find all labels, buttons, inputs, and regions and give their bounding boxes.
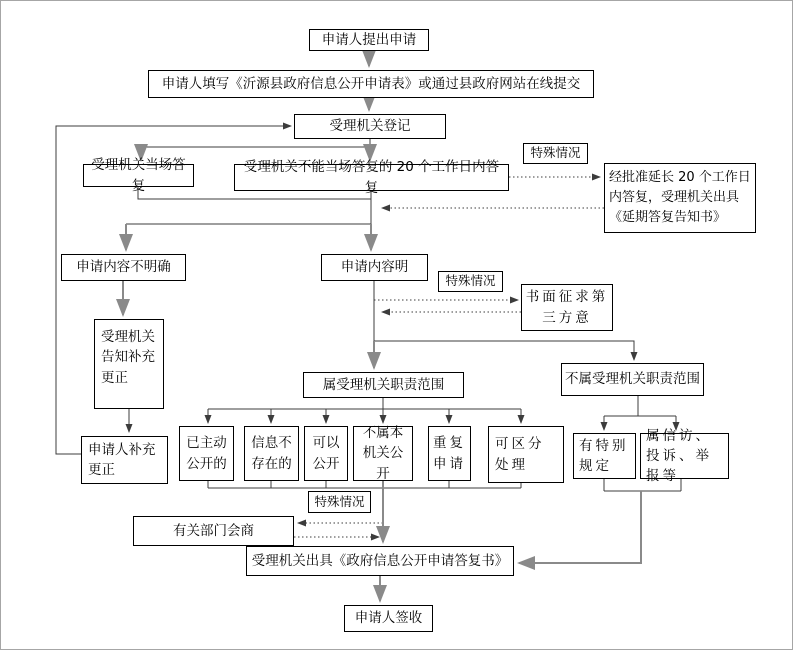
node-info-not-exist: 信息不存在的 [244,426,299,481]
node-not-this-organ: 不属本机关公开 [353,426,413,481]
node-special-rule: 有特别规定 [573,433,636,479]
node-notify-supplement: 受理机关告知补充更正 [94,319,164,409]
node-apply: 申请人提出申请 [309,29,429,51]
node-fill-form: 申请人填写《沂源县政府信息公开申请表》或通过县政府网站在线提交 [148,70,594,98]
node-extend-reply: 经批准延长 20 个工作日内答复，受理机关出具《延期答复告知书》 [604,163,756,233]
node-already-published: 已主动公开的 [179,426,234,481]
node-applicant-supplement: 申请人补充更正 [81,436,168,484]
node-content-clear: 申请内容明 [321,254,428,281]
node-reply-20days: 受理机关不能当场答复的 20 个工作日内答复 [234,164,509,191]
edge-label-special-case-3: 特殊情况 [308,491,371,513]
node-reply-onsite: 受理机关当场答复 [83,164,194,187]
node-reply-document: 受理机关出具《政府信息公开申请答复书》 [246,546,514,576]
node-content-unclear: 申请内容不明确 [61,254,186,281]
node-dept-consult: 有关部门会商 [133,516,294,546]
node-out-of-scope: 不属受理机关职责范围 [561,363,704,396]
node-repeat-apply: 重复申请 [428,426,471,481]
node-third-party-opinion: 书面征求第三方意 [521,284,613,331]
edge-label-special-case-2: 特殊情况 [438,271,503,292]
node-can-disclose: 可以公开 [304,426,348,481]
node-applicant-sign: 申请人签收 [344,605,433,632]
node-register: 受理机关登记 [294,114,446,139]
node-petition-complaint: 属信访、投诉、举报等 [640,433,729,479]
node-in-scope: 属受理机关职责范围 [303,372,464,398]
node-divisible-handle: 可区分处理 [488,426,564,483]
edge-label-special-case-1: 特殊情况 [523,143,588,164]
